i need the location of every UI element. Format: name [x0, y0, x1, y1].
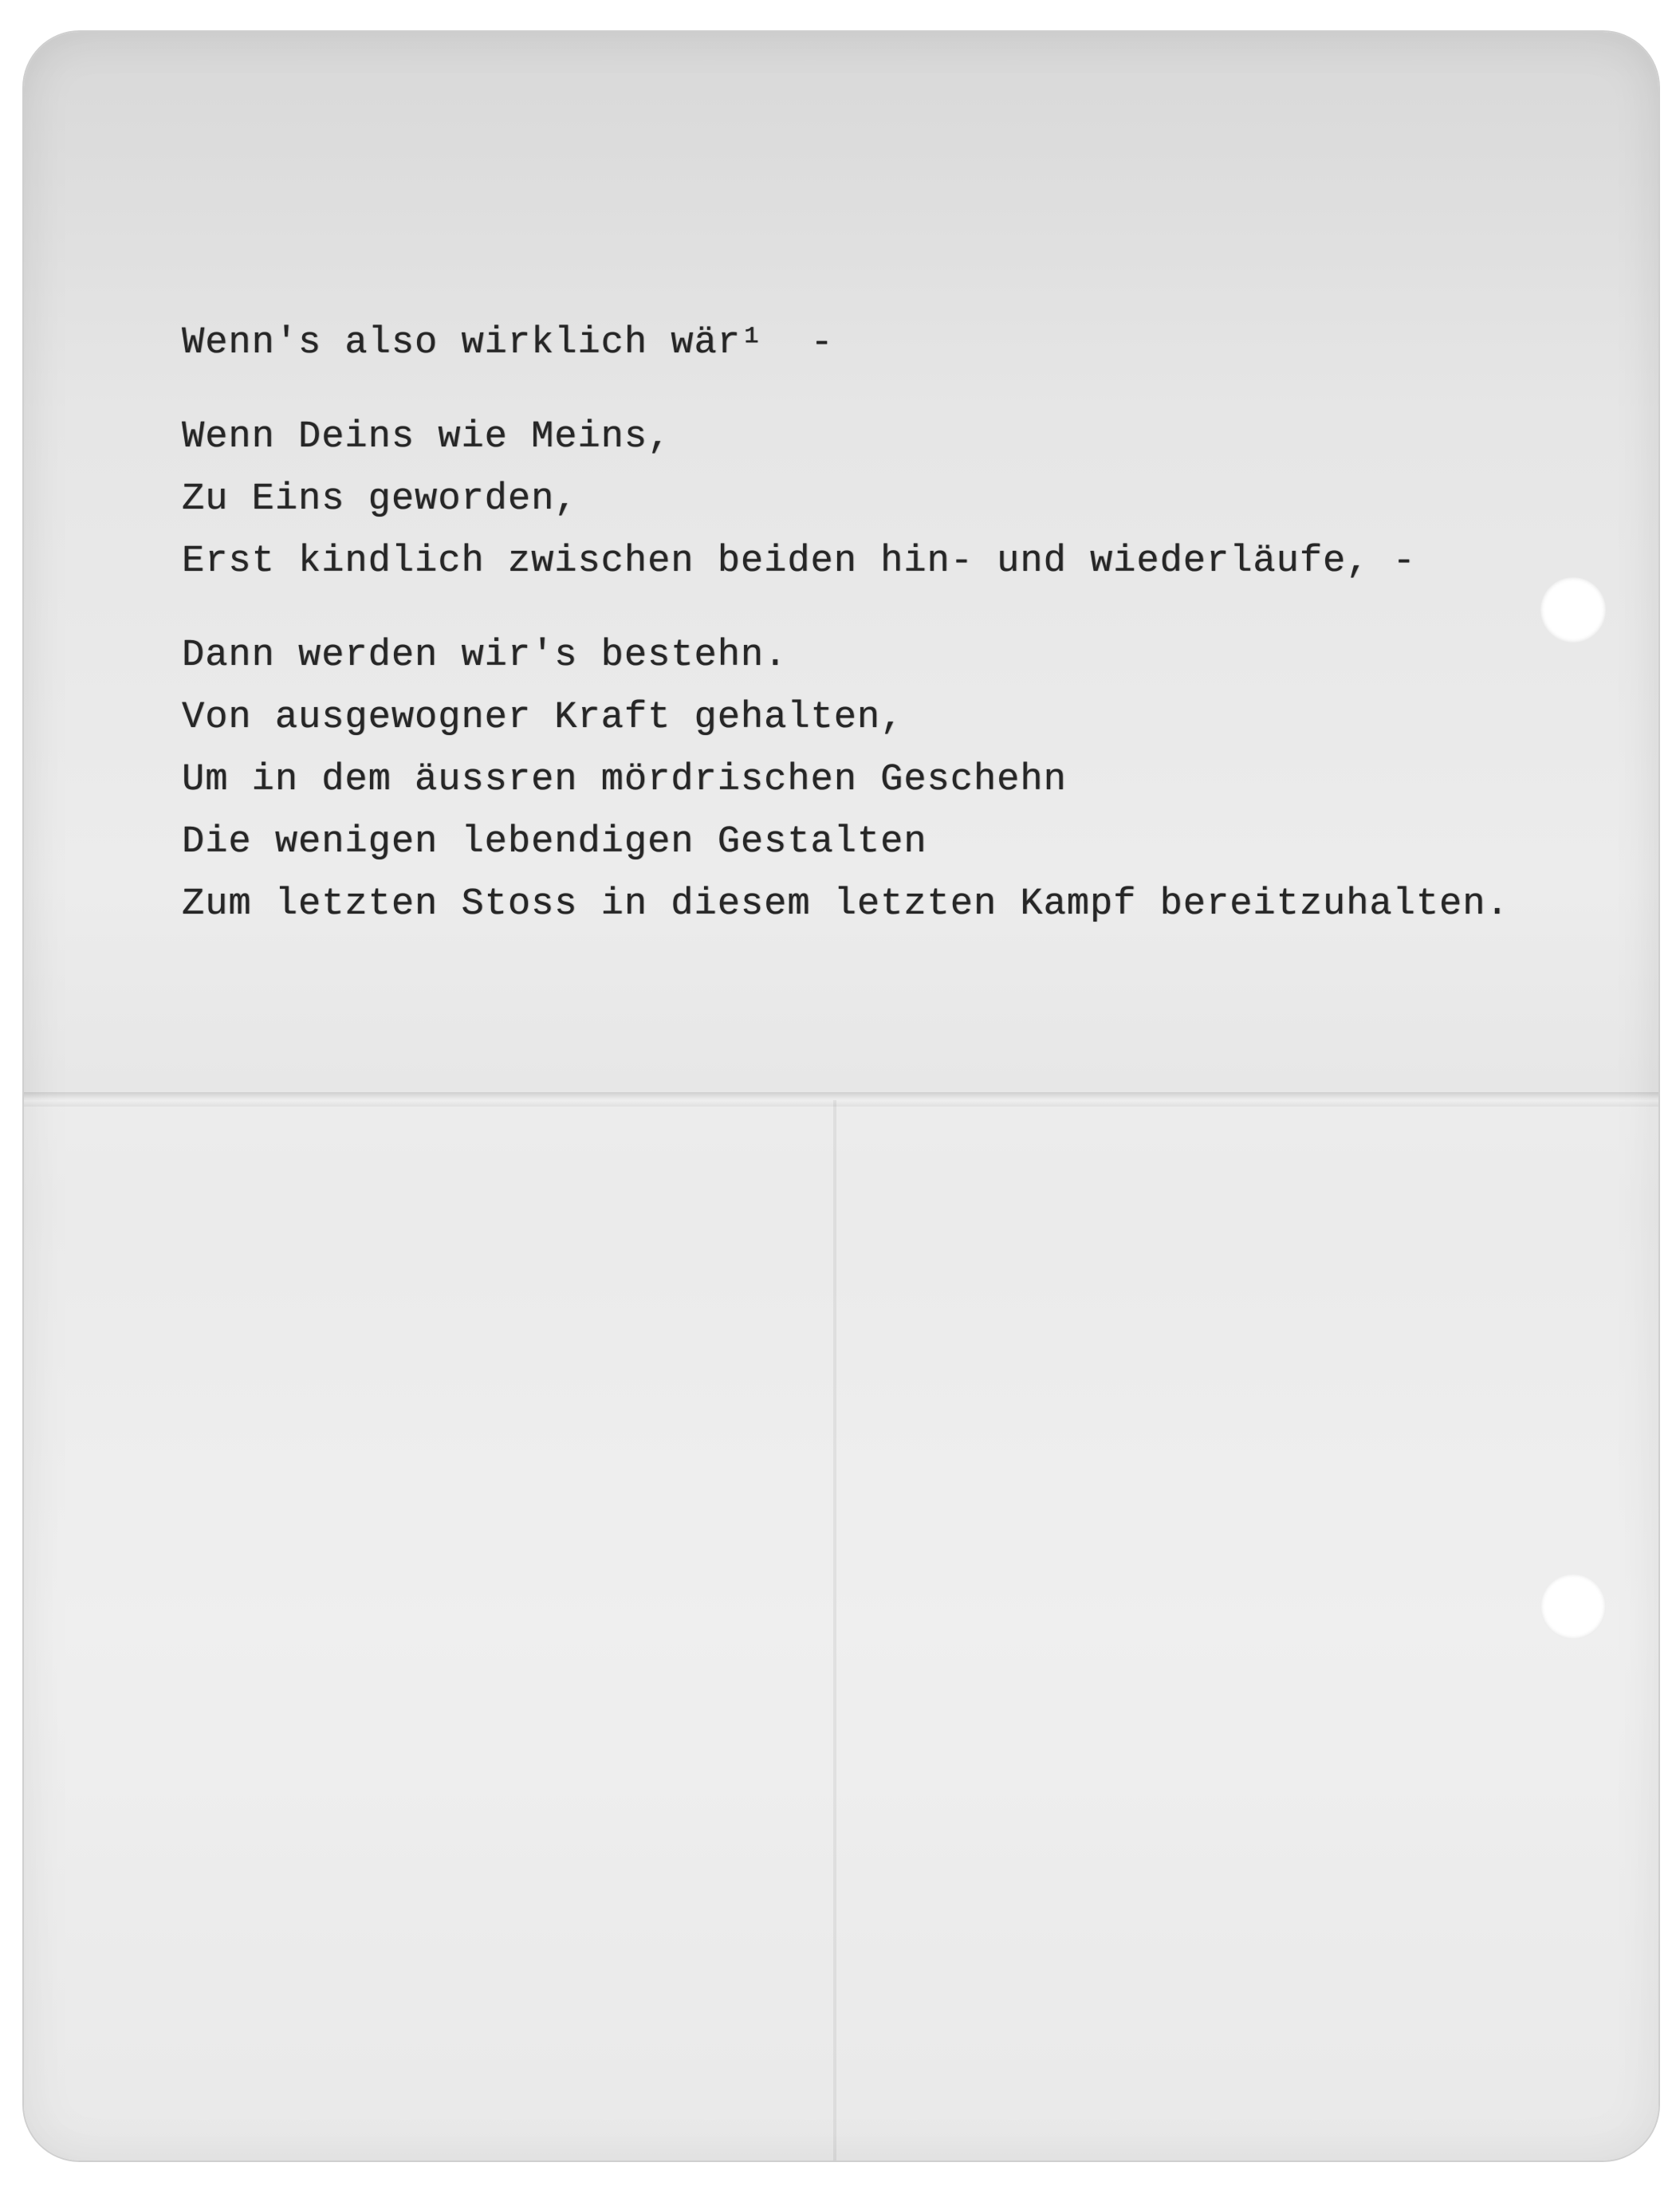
punch-hole-bottom	[1540, 1574, 1606, 1639]
stanza-gap	[182, 375, 1509, 407]
poem-opening-line: Wenn's also wirklich wär¹ -	[182, 322, 834, 364]
poem-line: Die wenigen lebendigen Gestalten	[182, 821, 927, 863]
poem-line: Dann werden wir's bestehn.	[182, 635, 788, 677]
typed-poem	[182, 313, 1509, 936]
poem-line: Zu Eins geworden,	[182, 478, 578, 521]
poem-line: Wenn Deins wie Meins,	[182, 416, 671, 458]
poem-line: Zum letzten Stoss in diesem letzten Kampf bereitzuhalten.	[182, 883, 1509, 926]
punch-hole-top	[1540, 577, 1606, 643]
stanza-gap	[182, 593, 1509, 625]
poem-line: Von ausgewogner Kraft gehalten,	[182, 697, 904, 739]
poem-line: Erst kindlich zwischen beiden hin- und wiederläufe, -	[182, 541, 1416, 583]
horizontal-fold-line	[24, 1092, 1658, 1107]
vertical-fold-line	[833, 1100, 836, 2160]
poem-line: Um in dem äussren mördrischen Geschehn	[182, 759, 1067, 801]
lower-panel	[24, 1100, 1658, 2160]
